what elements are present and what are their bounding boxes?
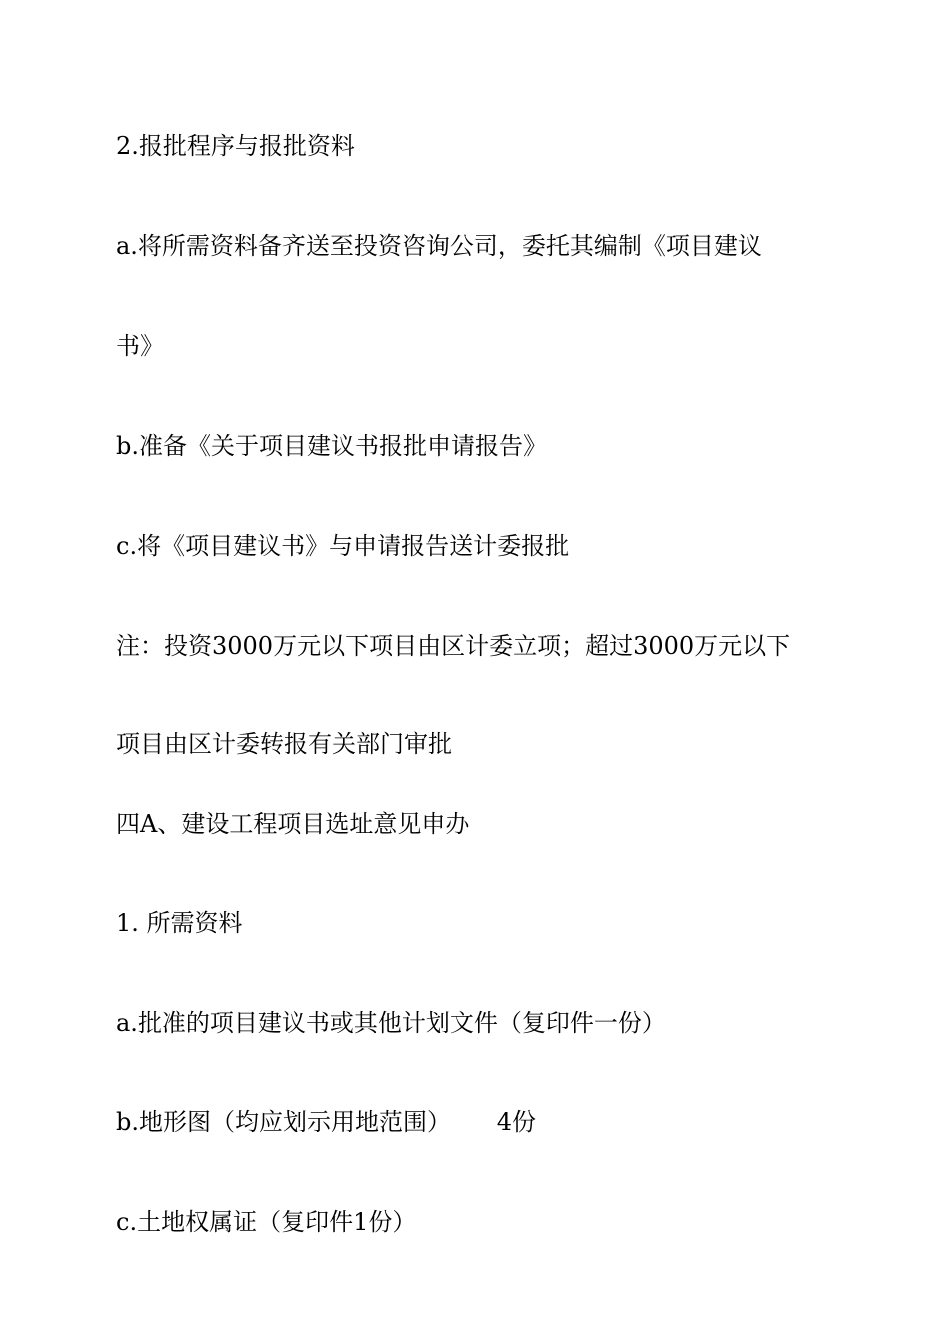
list-item: b.地形图（均应划示用地范围） 4份 <box>116 1108 537 1136</box>
section-heading-approval-procedure: 2.报批程序与报批资料 <box>116 132 355 160</box>
paragraph-line: a.将所需资料备齐送至投资咨询公司，委托其编制《项目建议 <box>116 232 762 260</box>
note-line: 注：投资3000万元以下项目由区计委立项；超过3000万元以下 <box>116 632 791 660</box>
paragraph-line: c.将《项目建议书》与申请报告送计委报批 <box>116 532 570 560</box>
paragraph-line: 书》 <box>116 332 164 360</box>
section-heading-site-selection: 四A、建设工程项目选址意见申办 <box>116 810 470 838</box>
list-item: c.土地权属证（复印件1份） <box>116 1208 417 1236</box>
paragraph-line: b.准备《关于项目建议书报批申请报告》 <box>116 432 547 460</box>
subsection-heading-required-materials: 1. 所需资料 <box>116 909 243 937</box>
note-line: 项目由区计委转报有关部门审批 <box>116 730 452 758</box>
list-item: a.批准的项目建议书或其他计划文件（复印件一份） <box>116 1009 666 1037</box>
